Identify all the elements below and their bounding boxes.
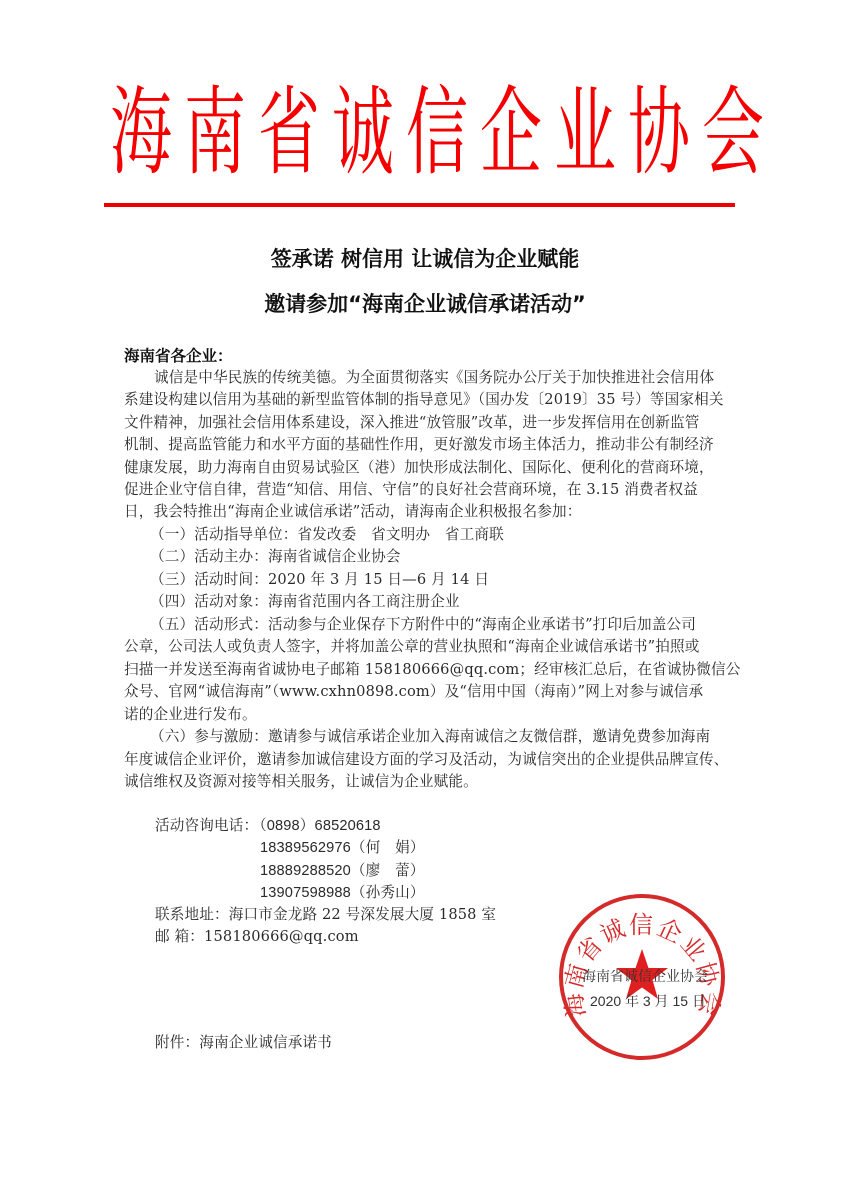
item-format-line: 众号、官网“诚信海南”（www.cxhn0898.com）及“信用中国（海南）”网上对参与诚信承 [124, 683, 704, 700]
item-incentive-line: 年度诚信企业评价，邀请参加诚信建设方面的学习及活动，为诚信突出的企业提供品牌宣传、 [124, 751, 729, 768]
letterhead-char: 企 [479, 75, 542, 189]
letterhead-char: 会 [701, 75, 764, 189]
letterhead-char: 协 [627, 75, 690, 189]
letterhead-char: 诚 [331, 75, 394, 189]
item-target: （四）活动对象：海南省范围内各工商注册企业 [150, 593, 460, 610]
document-title: 签承诺 树信用 让诚信为企业赋能 [270, 247, 580, 271]
item-format-line: 诺的企业进行发布。 [124, 706, 257, 723]
phone-number: （0898）68520618 [252, 818, 381, 834]
paragraph-line: 系建设构建以信用为基础的新型监管体制的指导意见》（国办发〔2019〕35 号）等国家相关 [124, 391, 724, 408]
item-time: （三）活动时间：2020 年 3 月 15 日—6 月 14 日 [150, 571, 490, 588]
paragraph-line: 文件精神，加强社会信用体系建设，深入推进“放管服”改革，进一步发挥信用在创新监管 [124, 414, 700, 431]
item-guiding-units: （一）活动指导单位：省发改委 省文明办 省工商联 [150, 526, 504, 543]
item-format-line: （五）活动形式：活动参与企业保存下方附件中的“海南企业承诺书”打印后加盖公司 [150, 616, 696, 633]
paragraph-line: 健康发展，助力海南自由贸易试验区（港）加快形成法制化、国际化、便利化的营商环境， [124, 459, 714, 476]
phone-label: 活动咨询电话： [155, 817, 259, 834]
paragraph-line: 促进企业守信自律，营造“知信、用信、守信”的良好社会营商环境，在 3.15 消费者权益 [124, 481, 698, 498]
phone-number: 18889288520（廖 蕾） [260, 863, 425, 879]
letterhead-char: 海 [109, 75, 172, 189]
letterhead [104, 75, 764, 189]
paragraph-line: 机制、提高监管能力和水平方面的基础性作用，更好激发市场主体活力，推动非公有制经济 [124, 436, 714, 453]
paragraph-line: 诚信是中华民族的传统美德。为全面贯彻落实《国务院办公厅关于加快推进社会信用体 [154, 369, 715, 386]
document-subtitle: 邀请参加“海南企业诚信承诺活动” [264, 292, 586, 316]
letterhead-char: 信 [405, 75, 468, 189]
item-format-line: 扫描一并发送至海南省诚协电子邮箱 158180666@qq.com；经审核汇总后，在省诚协微信公 [124, 661, 741, 678]
item-incentive-line: 诚信维权及资源对接等相关服务，让诚信为企业赋能。 [124, 773, 478, 790]
phone-number: 18389562976（何 娟） [260, 840, 425, 856]
attachment-note: 附件：海南企业诚信承诺书 [155, 1034, 332, 1051]
contact-address: 联系地址：海口市金龙路 22 号深发展大厦 1858 室 [155, 906, 497, 923]
item-format-line: 公章，公司法人或负责人签字，并将加盖公章的营业执照和“海南企业诚信承诺书”拍照或 [124, 638, 700, 655]
item-incentive-line: （六）参与激励：邀请参与诚信承诺企业加入海南诚信之友微信群，邀请免费参加海南 [150, 728, 711, 745]
paragraph-line: 日，我会特推出“海南企业诚信承诺”活动，请海南企业积极报名参加： [124, 503, 582, 520]
letterhead-char: 省 [257, 75, 320, 189]
letterhead-divider [104, 203, 735, 207]
signature-org: 海南省诚信企业协会 [582, 969, 708, 985]
salutation: 海南省各企业： [124, 347, 233, 365]
contact-email: 邮 箱：158180666@qq.com [155, 928, 359, 945]
letterhead-char: 业 [553, 75, 616, 189]
letterhead-char: 南 [183, 75, 246, 189]
phone-number: 13907598988（孙秀山） [260, 885, 425, 901]
signature-date: 2020 年 3 月 15 日 [590, 993, 706, 1009]
seal-text-path: 海南省诚信企业协会 [558, 911, 726, 1020]
item-organizer: （二）活动主办：海南省诚信企业协会 [150, 548, 401, 565]
